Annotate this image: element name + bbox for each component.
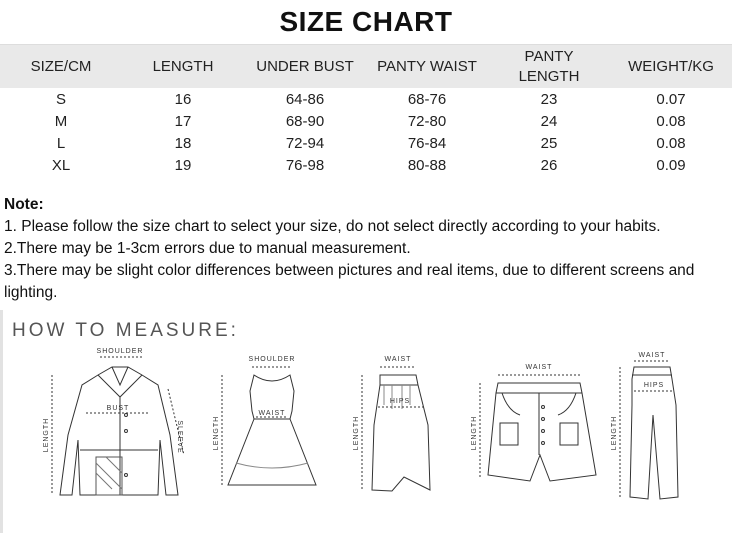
cell-weight: 0.08 <box>656 112 686 130</box>
cell-length: 17 <box>174 112 192 130</box>
length-label: LENGTH <box>353 415 360 451</box>
length-label: LENGTH <box>471 415 478 451</box>
shoulder-label: SHOULDER <box>248 356 296 363</box>
waist-label: WAIST <box>258 410 286 417</box>
table-row <box>0 110 732 132</box>
size-table <box>0 44 732 176</box>
length-label: LENGTH <box>213 415 220 451</box>
cell-size: M <box>54 112 68 130</box>
sleeve-label: SLEEVE <box>176 420 183 454</box>
cell-panty-waist: 72-80 <box>407 112 447 130</box>
cell-panty-length: 25 <box>540 134 558 152</box>
waist-label: WAIST <box>525 364 553 371</box>
hips-label: HIPS <box>643 382 665 389</box>
notes-title: Note: <box>4 196 44 213</box>
cell-length: 19 <box>174 156 192 174</box>
jacket-icon <box>52 357 184 495</box>
header-panty-waist: PANTY WAIST <box>377 57 477 75</box>
cell-panty-waist: 68-76 <box>407 90 447 108</box>
cell-weight: 0.07 <box>656 90 686 108</box>
table-row <box>0 132 732 154</box>
measure-illustrations <box>0 345 732 533</box>
skirt-icon <box>362 367 430 491</box>
waist-label: WAIST <box>384 356 412 363</box>
cell-under-bust: 68-90 <box>285 112 325 130</box>
cell-panty-length: 23 <box>540 90 558 108</box>
header-weight: WEIGHT/KG <box>628 57 714 75</box>
shoulder-label: SHOULDER <box>96 348 144 355</box>
note-item: 2.There may be 1-3cm errors due to manual measurement. <box>4 240 411 257</box>
cell-under-bust: 76-98 <box>285 156 325 174</box>
cell-under-bust: 64-86 <box>285 90 325 108</box>
note-item: 3.There may be slight color differences between pictures and real items, due to different screens and lighting. <box>4 262 695 301</box>
waist-label: WAIST <box>638 352 666 359</box>
how-to-measure-heading: HOW TO MEASURE: <box>12 320 239 341</box>
length-label: LENGTH <box>43 417 50 453</box>
cell-length: 18 <box>174 134 192 152</box>
notes-section <box>4 194 728 304</box>
header-under-bust: UNDER BUST <box>256 57 354 75</box>
header-length: LENGTH <box>152 57 214 75</box>
header-panty-length: PANTY LENGTH <box>518 47 580 85</box>
cell-weight: 0.08 <box>656 134 686 152</box>
cell-panty-length: 26 <box>540 156 558 174</box>
table-header <box>0 44 732 88</box>
cell-size: S <box>55 90 66 108</box>
cell-panty-length: 24 <box>540 112 558 130</box>
page-title: SIZE CHART <box>279 6 453 37</box>
note-item: 1. Please follow the size chart to select your size, do not select directly according to your habits. <box>4 218 661 235</box>
cell-size: XL <box>51 156 71 174</box>
cell-panty-waist: 76-84 <box>407 134 447 152</box>
dress-icon <box>222 367 316 485</box>
cell-length: 16 <box>174 90 192 108</box>
cell-under-bust: 72-94 <box>285 134 325 152</box>
bust-label: BUST <box>106 405 130 412</box>
table-row <box>0 88 732 110</box>
header-size: SIZE/CM <box>30 57 92 75</box>
cell-panty-waist: 80-88 <box>407 156 447 174</box>
shorts-icon <box>480 375 596 481</box>
length-label: LENGTH <box>611 415 618 451</box>
cell-size: L <box>56 134 66 152</box>
cell-weight: 0.09 <box>656 156 686 174</box>
hips-label: HIPS <box>389 398 411 405</box>
table-row <box>0 154 732 176</box>
